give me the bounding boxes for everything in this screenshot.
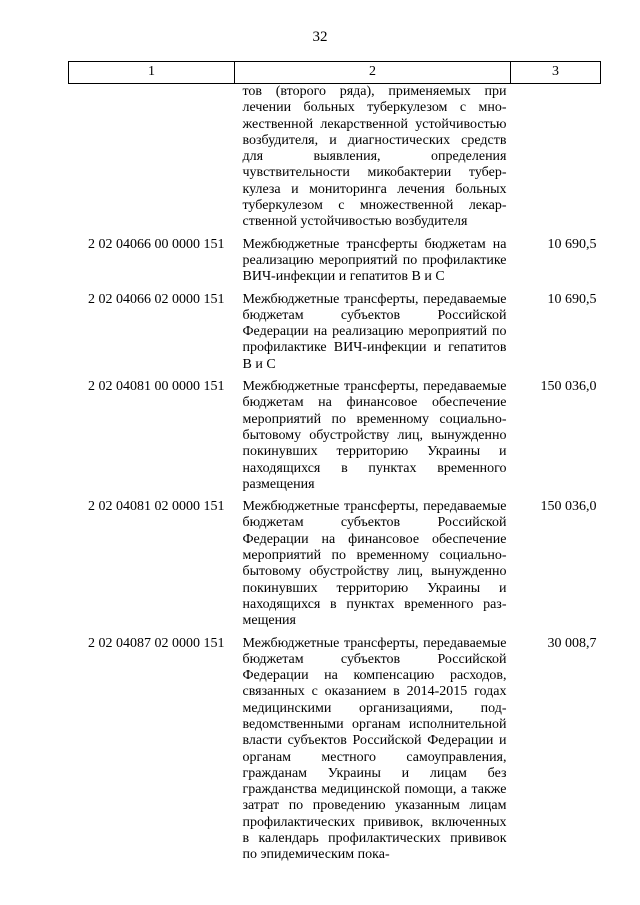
- table-header: [69, 62, 601, 84]
- table-row: [69, 292, 601, 379]
- column-header-2: 2: [235, 62, 511, 84]
- row-amount: 10 690,5: [547, 236, 597, 252]
- row-code: 2 02 04081 00 0000 151: [88, 379, 225, 395]
- table-row: [69, 379, 601, 499]
- row-code: 2 02 04066 02 0000 151: [88, 291, 225, 307]
- row-code: 2 02 04081 02 0000 151: [88, 499, 225, 515]
- table-row: [69, 499, 601, 635]
- row-amount: 30 008,7: [547, 635, 597, 651]
- header-row: [69, 62, 601, 84]
- row-amount: [511, 84, 601, 237]
- row-description: тов (второго ряда), применяемых при лечении больных туберкулезом с множественной лекарственной устойчивостью возбудителя, и диагностических средств для выявления, определения чувствительности микобактерии туберкулеза и мониторинга лечения больных туберкулезом с множественной лекарственной устойчивостью возбудителя: [242, 84, 507, 230]
- row-code: 2 02 04087 02 0000 151: [88, 635, 225, 651]
- row-amount: 150 036,0: [540, 499, 597, 515]
- row-description: Межбюджетные трансферты бюджетам на реализацию мероприятий по профилактике ВИЧ-инфекции и гепатитов В и С: [242, 236, 507, 285]
- row-description: Межбюджетные трансферты, передаваемые бюджетам субъектов Российской Федерации на компенсацию расходов, связанных с оказанием в 2014-2015 годах медицинскими организациями, подведомственными органам исполнительной власти субъектов Российской Федерации и органам местного самоуправления, гражданам Украины и лицам без гражданства медицинской помощи, а также затрат по проведению указанным лицам профилактических прививок, включенных в календарь профилактических прививок по эпидемическим пока-: [242, 635, 507, 863]
- column-header-3: 3: [511, 62, 601, 84]
- table-body: [69, 84, 601, 870]
- row-code: [69, 84, 235, 237]
- table-row: [69, 84, 601, 237]
- budget-table: [68, 61, 601, 870]
- table-row: [69, 237, 601, 292]
- row-description: Межбюджетные трансферты, передаваемые бюджетам субъектов Российской Федерации на реализацию мероприятий по профилактике ВИЧ-инфекции и гепатитов В и С: [242, 291, 507, 372]
- table-row: [69, 636, 601, 870]
- row-code: 2 02 04066 00 0000 151: [88, 236, 225, 252]
- row-description: Межбюджетные трансферты, передаваемые бюджетам субъектов Российской Федерации на финансовое обеспечение мероприятий по временному социально-бытовому обустройству лиц, вынужденно покинувших территорию Украины и находящихся в пунктах временного размещения: [242, 499, 507, 629]
- row-amount: 10 690,5: [547, 291, 597, 307]
- row-amount: 150 036,0: [540, 379, 597, 395]
- page-number: 32: [312, 29, 328, 45]
- column-header-1: 1: [69, 62, 235, 84]
- row-description: Межбюджетные трансферты, передаваемые бюджетам на финансовое обеспечение мероприятий по временному социально-бытовому обустройству лиц, вынужденно покинувших территорию Украины и находящихся в пунктах временного размещения: [242, 379, 507, 492]
